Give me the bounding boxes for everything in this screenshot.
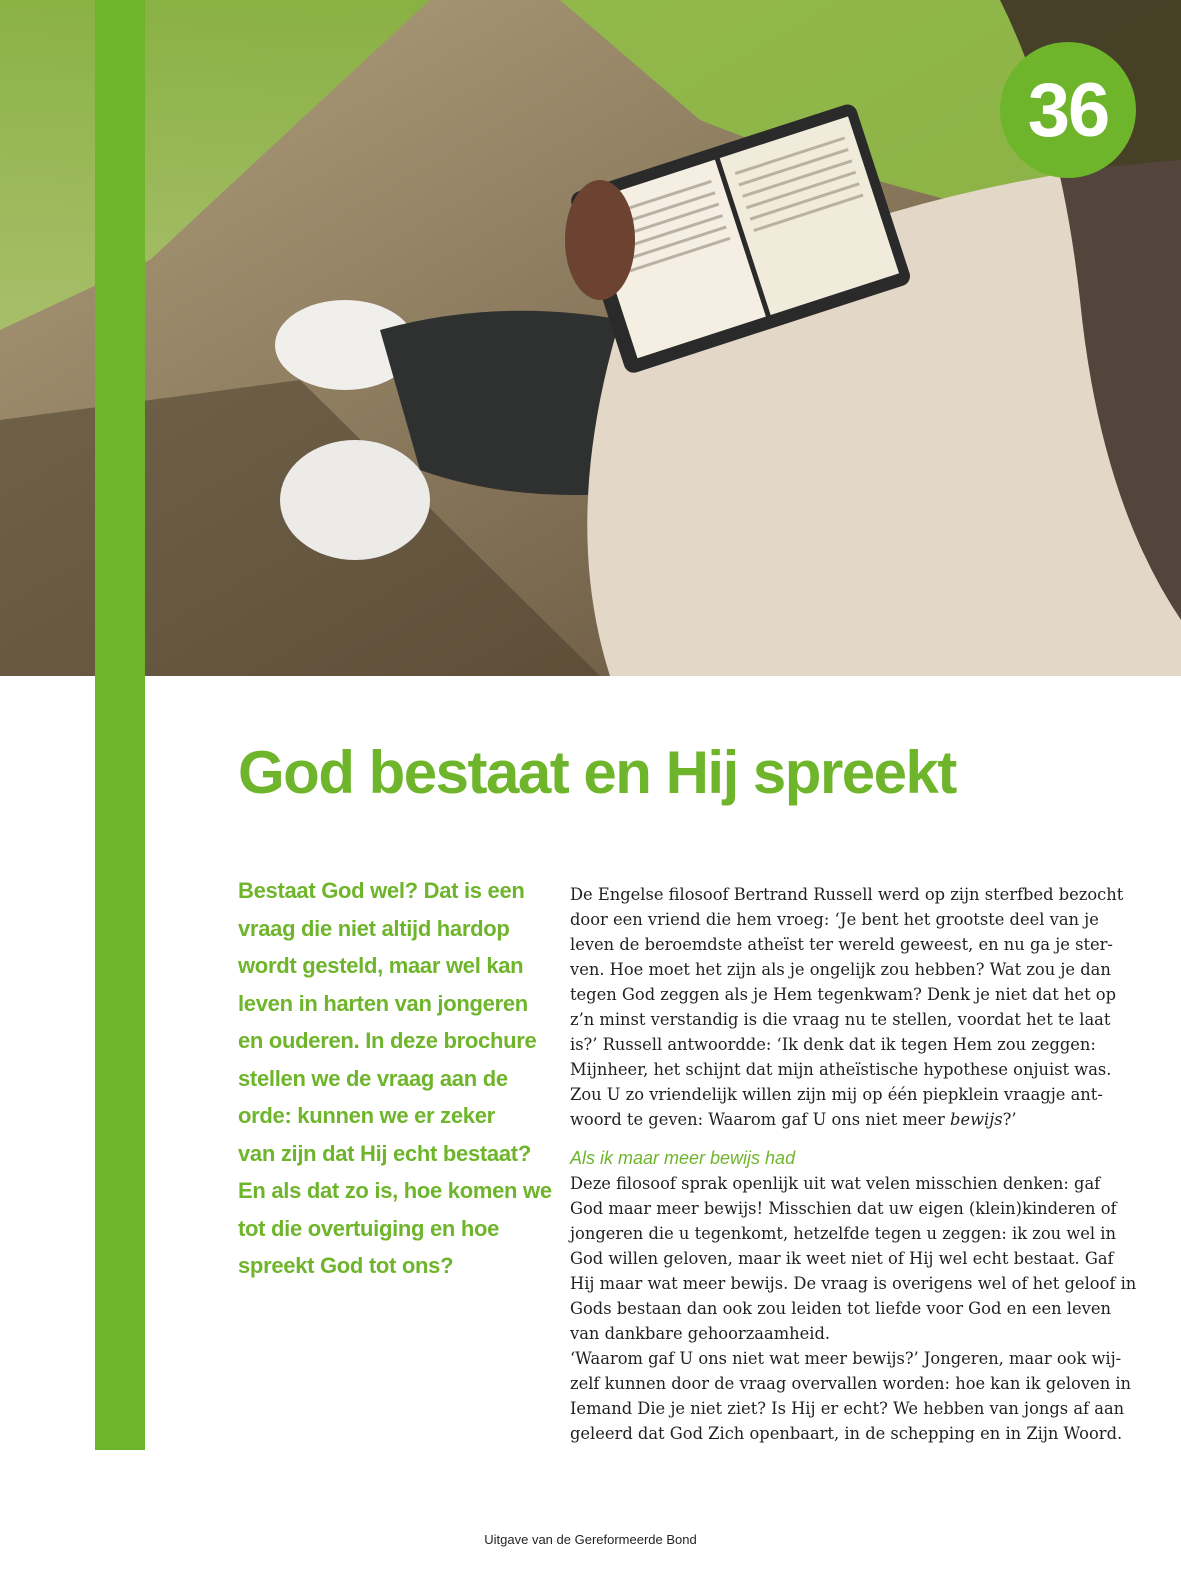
page-number-badge: 36 <box>1000 42 1136 178</box>
body-line: Mijnheer, het schijnt dat mijn atheïstische hypothese onjuist was. <box>570 1060 1112 1079</box>
intro-line: spreekt God tot ons? <box>238 1253 454 1278</box>
body-line-last <box>570 1107 1130 1132</box>
intro-line: wordt gesteld, maar wel kan <box>238 953 524 978</box>
emphasis-word: bewijs <box>950 1110 1003 1129</box>
body-line-prefix: woord te geven: Waarom gaf U ons niet meer <box>570 1110 951 1129</box>
body-line: Iemand Die je niet ziet? Is Hij er echt? We hebben van jongs af aan <box>570 1399 1125 1418</box>
intro-line: Bestaat God wel? Dat is een <box>238 878 525 903</box>
intro-line: orde: kunnen we er zeker <box>238 1103 495 1128</box>
body-line: van dankbare gehoorzaamheid. <box>570 1324 831 1343</box>
body-line: z’n minst verstandig is die vraag nu te stellen, voordat het te laat <box>570 1010 1111 1029</box>
body-text <box>570 882 1137 1446</box>
body-line: door een vriend die hem vroeg: ‘Je bent het grootste deel van je <box>570 910 1099 929</box>
body-line: Gods bestaan dan ook zou leiden tot liefde voor God en een leven <box>570 1299 1111 1318</box>
body-line: jongeren die u tegenkomt, hetzelfde tegen u zeggen: ik zou wel in <box>570 1224 1116 1243</box>
body-line: leven de beroemdste atheïst ter wereld geweest, en nu ga je ster- <box>570 935 1113 954</box>
intro-line: van zijn dat Hij echt bestaat? <box>238 1140 531 1166</box>
intro-line: en ouderen. In deze brochure <box>238 1028 537 1053</box>
body-line: zelf kunnen door de vraag overvallen worden: hoe kan ik geloven in <box>570 1374 1132 1393</box>
section-subheading: Als ik maar meer bewijs had <box>570 1148 796 1168</box>
body-line: God willen geloven, maar ik weet niet of Hij wel echt bestaat. Gaf <box>570 1249 1114 1268</box>
intro-line: vraag die niet altijd hardop <box>238 915 510 941</box>
intro-line: leven in harten van jongeren <box>238 990 528 1016</box>
intro-line: En als dat zo is, hoe komen we <box>238 1178 552 1203</box>
body-line: ‘Waarom gaf U ons niet wat meer bewijs?’ Jongeren, maar ook wij- <box>570 1349 1122 1368</box>
body-line: tegen God zeggen als je Hem tegenkwam? Denk je niet dat het op <box>570 985 1117 1004</box>
body-line: Deze filosoof sprak openlijk uit wat velen misschien denken: gaf <box>570 1174 1101 1193</box>
intro-line: stellen we de vraag aan de <box>238 1065 508 1091</box>
body-line: is?’ Russell antwoordde: ‘Ik denk dat ik tegen Hem zou zeggen: <box>570 1035 1096 1054</box>
body-line: De Engelse filosoof Bertrand Russell werd op zijn sterfbed bezocht <box>570 885 1124 904</box>
publisher-footer: Uitgave van de Gereformeerde Bond <box>484 1532 697 1547</box>
body-line: God maar meer bewijs! Misschien dat uw eigen (klein)kinderen of <box>570 1199 1117 1218</box>
body-line: geleerd dat God Zich openbaart, in de schepping en in Zijn Woord. <box>570 1424 1123 1443</box>
page-title: God bestaat en Hij spreekt <box>238 739 956 806</box>
intro-text <box>238 872 552 1285</box>
body-line: Hij maar wat meer bewijs. De vraag is overigens wel of het geloof in <box>570 1274 1137 1293</box>
intro-line: tot die overtuiging en hoe <box>238 1215 500 1241</box>
body-line: Zou U zo vriendelijk willen zijn mij op één piepklein vraagje ant- <box>570 1085 1103 1104</box>
body-line-suffix: ?’ <box>1002 1110 1017 1129</box>
body-line: ven. Hoe moet het zijn als je ongelijk zou hebben? Wat zou je dan <box>570 960 1111 979</box>
accent-bar-overlay <box>95 0 145 676</box>
